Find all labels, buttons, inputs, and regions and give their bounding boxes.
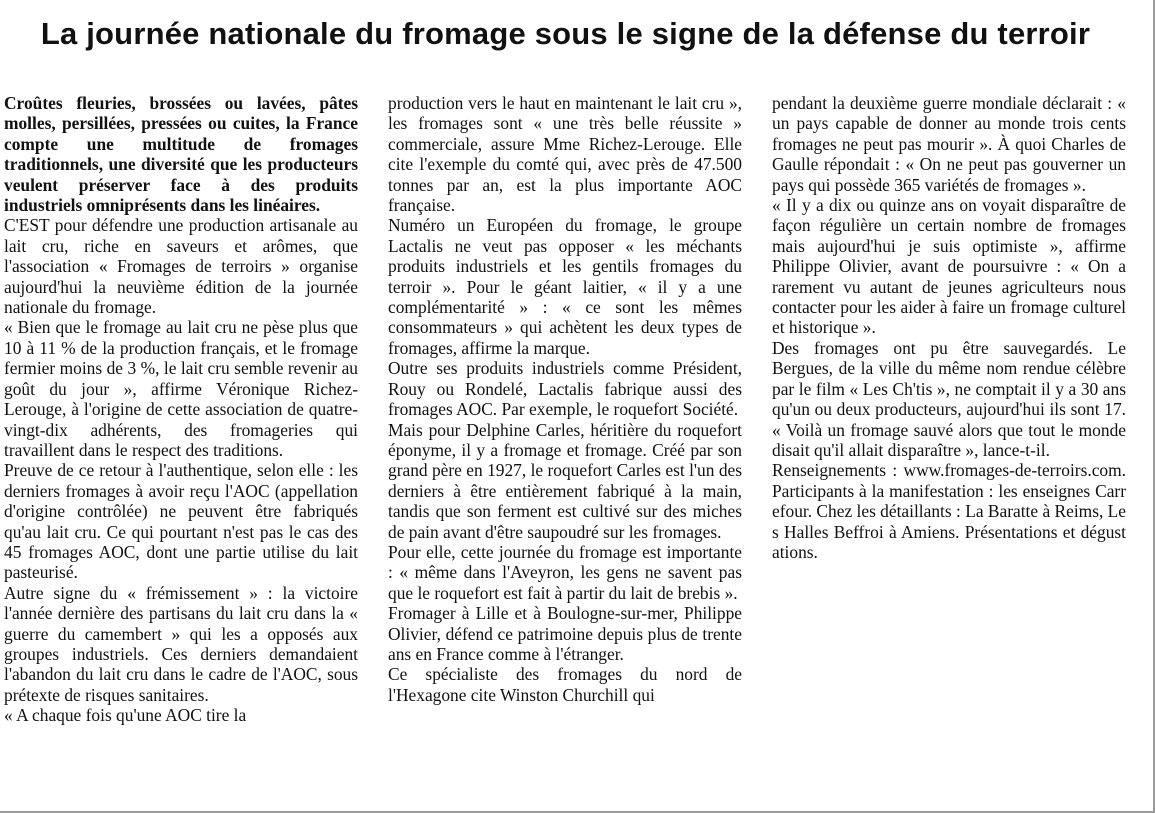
paragraph: Mais pour Delphine Carles, héritière du roquefort éponyme, il y a fromage et fromage. Créé par son grand père en 1927, le roquefort Carles est l'un des derniers à être entièrement fabriqué à la main, tandis que son ferment est cultivé sur des miches de pain avant d'être saupoudré sur les fromages. xyxy=(388,419,742,542)
paragraph: Des fromages ont pu être sauvegardés. Le Bergues, de la ville du même nom rendue célèbre par le film « Les Ch'tis », ne comptait il y a 30 ans qu'un ou deux producteurs, aujourd'hui ils sont 17. « Voilà un fromage sauvé alors que tout le monde disait qu'il allait disparaître », lance-t-il. xyxy=(772,337,1126,460)
article-headline: La journée nationale du fromage sous le signe de la défense du terroir xyxy=(40,16,1091,51)
paragraph: Autre signe du « frémissement » : la victoire l'année dernière des partisans du lait cru dans la « guerre du camembert » qui les a opposés aux groupes industriels. Ces derniers demandaient l'abandon du lait cru dans le cadre de l'AOC, sous prétexte de risques sanitaires. xyxy=(4,582,358,705)
paragraph: « A chaque fois qu'une AOC tire la xyxy=(4,705,247,726)
paragraph: Outre ses produits industriels comme Président, Rouy ou Rondelé, Lactalis fabrique aussi des fromages AOC. Par exemple, le roquefort Société. xyxy=(388,358,742,420)
paragraph: Ce spécialiste des fromages du nord de l'Hexagone cite Winston Churchill qui xyxy=(388,664,742,705)
paragraph: Numéro un Européen du fromage, le groupe Lactalis ne veut pas opposer « les méchants produits industriels et les gentils fromages du terroir ». Pour le géant laitier, « il y a une complémentarité » : « ce sont les mêmes consommateurs » qui achètent les deux types de fromages, affirme la marque. xyxy=(388,215,742,358)
article-lead: Croûtes fleuries, brossées ou lavées, pâtes molles, persillées, pressées ou cuites, la France compte une multitude de fromages traditionnels, une diversité que les producteurs veulent préserver face à des produits industriels omniprésents dans les linéaires. xyxy=(4,93,358,216)
paragraph: « Il y a dix ou quinze ans on voyait disparaître de façon régulière un certain nombre de fromages mais aujourd'hui je suis optimiste », affirme Philippe Olivier, avant de poursuivre : « On a rarement vu autant de jeunes agriculteurs nous contacter pour les aider à faire un fromage culturel et historique ». xyxy=(772,195,1126,338)
paragraph: Preuve de ce retour à l'authentique, selon elle : les derniers fromages à avoir reçu l'AOC (appellation d'origine contrôlée) ne peuvent être fabriqués qu'au lait cru. Ce qui pourtant n'est pas le cas des 45 fromages AOC, dont une partie utilise du lait pasteurisé. xyxy=(4,460,358,583)
paragraph: Pour elle, cette journée du fromage est importante : « même dans l'Aveyron, les gens ne savent pas que le roquefort est fait à partir du lait de brebis ». xyxy=(388,541,742,603)
article-column-1 xyxy=(4,93,358,726)
info-paragraph: Renseignements : www.fromages-de-terroirs.com. Participants à la manifestation : les enseignes Carrefour. Chez les détaillants : La Baratte à Reims, Les Halles Beffroi à Amiens. Présentations et dégustations. xyxy=(772,460,1126,562)
paragraph: C'EST pour défendre une production artisanale au lait cru, riche en saveurs et arômes, que l'association « Fromages de terroirs » organise aujourd'hui la neuvième édition de la journée nationale du fromage. xyxy=(4,215,358,318)
paragraph: Fromager à Lille et à Boulogne-sur-mer, Philippe Olivier, défend ce patrimoine depuis plus de trente ans en France comme à l'étranger. xyxy=(388,603,742,664)
article-column-3 xyxy=(772,93,1126,562)
paragraph: pendant la deuxième guerre mondiale déclarait : « un pays capable de donner au monde trois cents fromages ne peut pas mourir ». À quoi Charles de Gaulle répondait : « On ne peut pas gouverner un pays qui possède 365 variétés de fromages ». xyxy=(772,93,1126,195)
article-column-2 xyxy=(388,93,742,705)
paragraph: production vers le haut en maintenant le lait cru », les fromages sont « une très belle réussite » commerciale, assure Mme Richez-Lerouge. Elle cite l'exemple du comté qui, avec près de 47.500 tonnes par an, est la plus importante AOC française. xyxy=(388,93,742,216)
paragraph: « Bien que le fromage au lait cru ne pèse plus que 10 à 11 % de la production français, et le fromage fermier moins de 3 %, le lait cru semble revenir au goût du jour », affirme Véronique Richez-Lerouge, à l'origine de cette association de quatre-vingt-dix adhérents, des fromageries qui travaillent dans le respect des traditions. xyxy=(4,317,358,460)
